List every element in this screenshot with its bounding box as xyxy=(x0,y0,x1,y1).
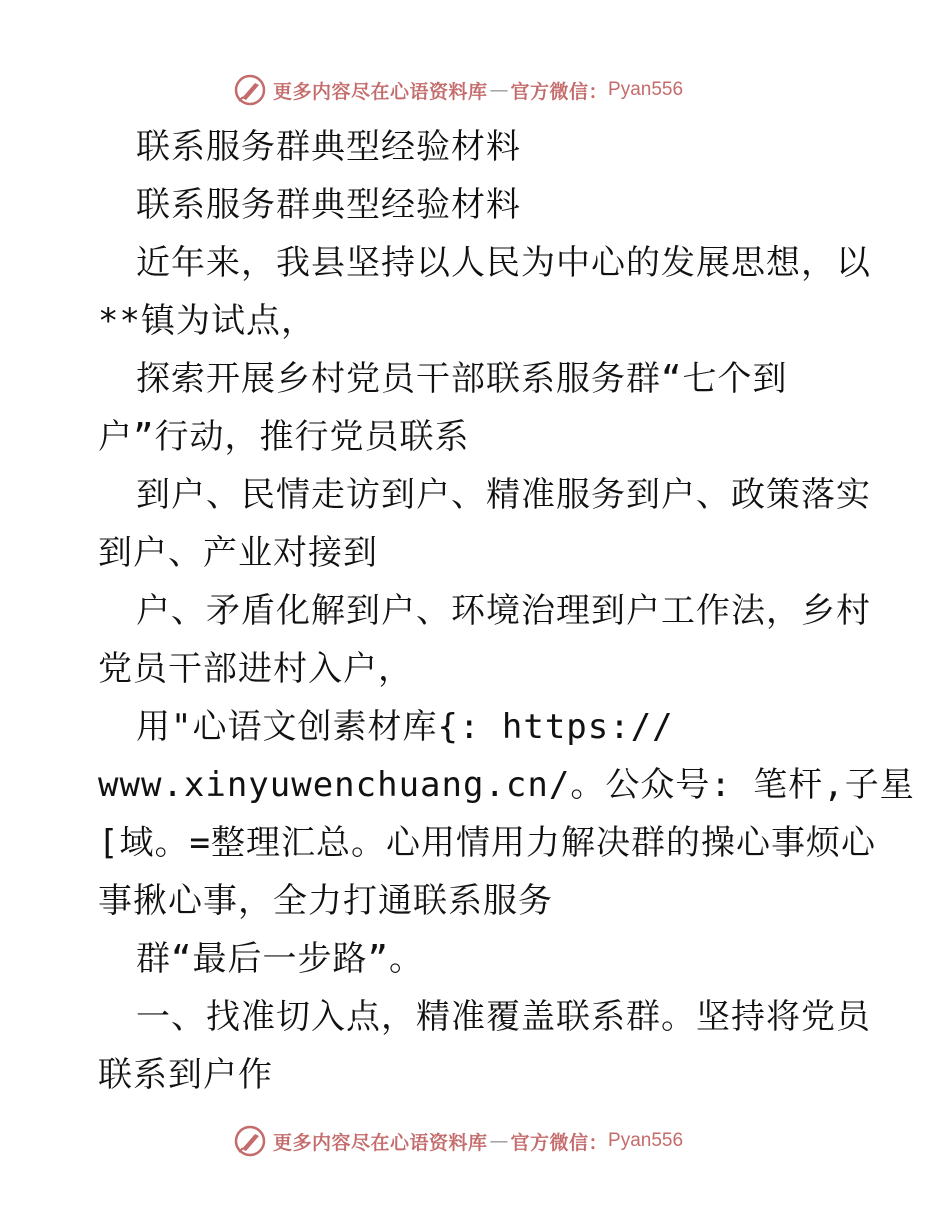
banner-separator: — xyxy=(489,1130,509,1152)
header-banner xyxy=(233,72,683,108)
doc-title: 联系服务群典型经验材料 xyxy=(136,127,521,167)
paragraph-line: 近年来，我县坚持以人民为中心的发展思想，以 xyxy=(136,243,871,283)
banner-title: 更多内容尽在心语资料库 xyxy=(273,80,488,103)
quill-pen-logo-icon xyxy=(233,73,267,107)
paragraph-line: [域。=整理汇总。心用情用力解决群的操心事烦心 xyxy=(98,823,876,863)
banner-separator: — xyxy=(489,79,509,101)
paragraph-line: 用"心语文创素材库{: https:// xyxy=(136,707,674,747)
paragraph-line: 联系到户作 xyxy=(98,1055,273,1095)
paragraph-line: 户、矛盾化解到户、环境治理到户工作法，乡村 xyxy=(136,591,871,631)
banner-wechat-label: 官方微信： xyxy=(510,80,609,103)
footer-banner xyxy=(233,1123,683,1159)
paragraph-line: 党员干部进村入户， xyxy=(98,649,413,689)
paragraph-line: **镇为试点， xyxy=(98,301,316,341)
quill-pen-logo-icon xyxy=(233,1124,267,1158)
paragraph-line: 探索开展乡村党员干部联系服务群“七个到 xyxy=(136,359,788,399)
banner-wechat-label: 官方微信： xyxy=(510,1131,609,1154)
paragraph-line: 户”行动，推行党员联系 xyxy=(98,417,470,457)
paragraph-line: www.xinyuwenchuang.cn/。公众号: 笔杆,子星 xyxy=(98,765,915,805)
document-body xyxy=(98,118,915,1104)
banner-wechat-account: Pyan556 xyxy=(608,1130,684,1151)
banner-title: 更多内容尽在心语资料库 xyxy=(273,1131,488,1154)
banner-wechat-account: Pyan556 xyxy=(608,79,684,100)
section-heading-line: 一、找准切入点，精准覆盖联系群。坚持将党员 xyxy=(136,997,871,1037)
paragraph-line: 到户、民情走访到户、精准服务到户、政策落实 xyxy=(136,475,871,515)
paragraph-line: 到户、产业对接到 xyxy=(98,533,378,573)
paragraph-line: 事揪心事，全力打通联系服务 xyxy=(98,881,553,921)
doc-subtitle: 联系服务群典型经验材料 xyxy=(136,185,521,225)
paragraph-line: 群“最后一步路”。 xyxy=(136,939,424,979)
